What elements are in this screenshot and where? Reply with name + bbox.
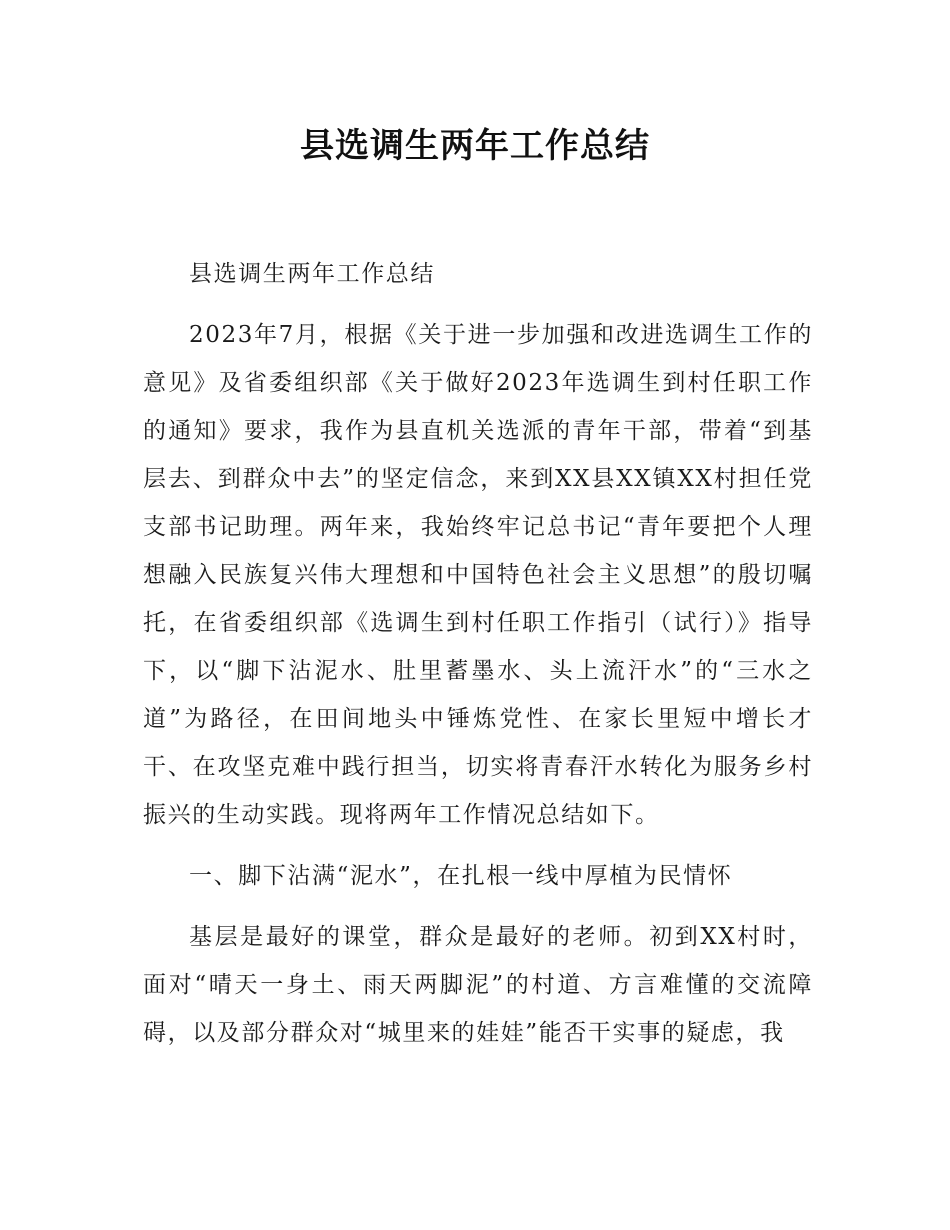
intro-paragraph: 2023年7月，根据《关于进一步加强和改进选调生工作的意见》及省委组织部《关于做好2023年选调生到村任职工作的通知》要求，我作为县直机关选派的青年干部，带着“到基层去、到群众中去”的坚定信念，来到XX县XX镇XX村担任党支部书记助理。两年来，我始终牢记总书记“青年要把个人理想融入民族复兴伟大理想和中国特色社会主义思想”的殷切嘱托，在省委组织部《选调生到村任职工作指引（试行）》指导下，以“脚下沾泥水、肚里蓄墨水、头上流汗水”的“三水之道”为路径，在田间地头中锤炼党性、在家长里短中增长才干、在攻坚克难中践行担当，切实将青春汗水转化为服务乡村振兴的生动实践。现将两年工作情况总结如下。: [143, 322, 813, 828]
subtitle-paragraph: 县选调生两年工作总结: [189, 261, 435, 287]
document-title: 县选调生两年工作总结: [300, 126, 650, 166]
section-1-paragraph: 基层是最好的课堂，群众是最好的老师。初到XX村时，面对“晴天一身土、雨天两脚泥”的村道、方言难懂的交流障碍，以及部分群众对“城里来的娃娃”能否干实事的疑虑，我: [143, 924, 813, 1046]
document-body: [143, 250, 813, 1070]
section-heading-1: 一、脚下沾满“泥水”，在扎根一线中厚植为民情怀: [189, 863, 733, 889]
